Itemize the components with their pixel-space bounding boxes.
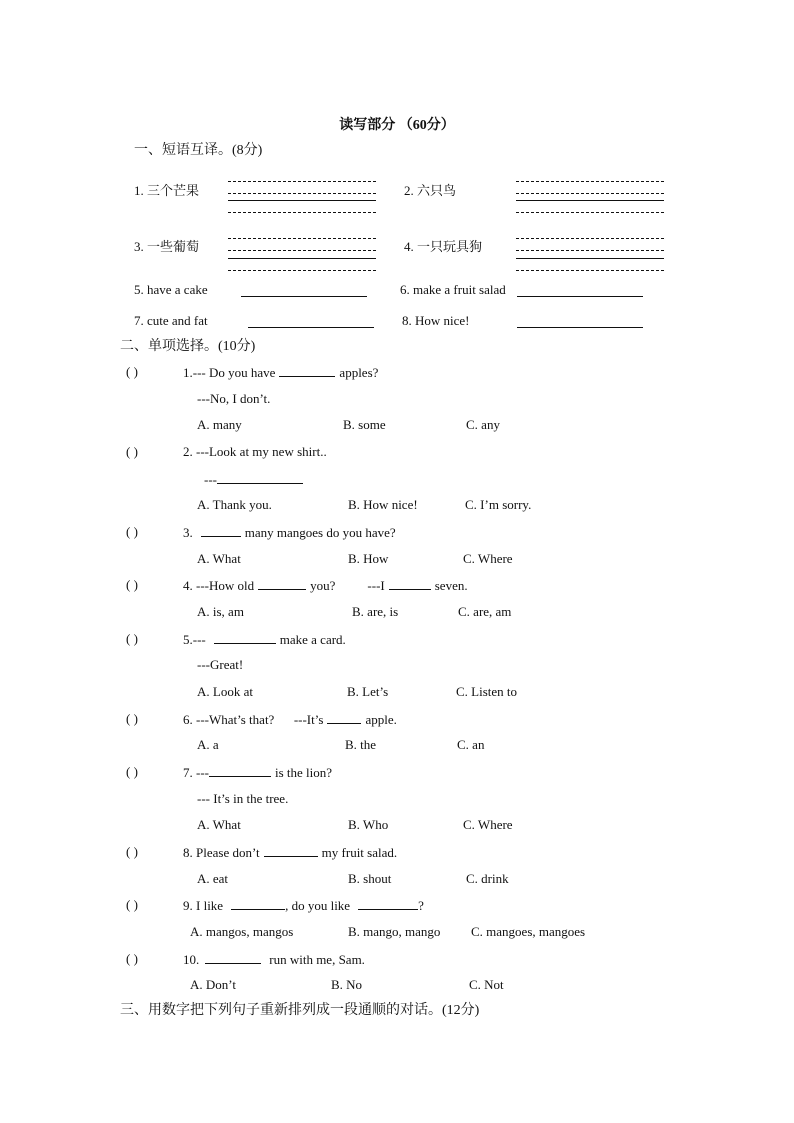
q9-answer-paren[interactable]: ( ): [126, 897, 138, 912]
q3-stem: [183, 524, 396, 541]
phrase-3-guide-top: [228, 238, 376, 239]
q5-stem: [183, 631, 346, 648]
q7-stem-post: is the lion?: [275, 765, 333, 780]
q5-answer-paren[interactable]: ( ): [126, 631, 138, 646]
q6-option-b[interactable]: B. the: [345, 737, 377, 752]
q7-option-b[interactable]: B. Who: [348, 817, 389, 832]
q10-option-b[interactable]: B. No: [331, 977, 363, 992]
q7-blank[interactable]: [209, 764, 271, 777]
q4-blank-1[interactable]: [258, 577, 306, 590]
q6-stem-post: apple.: [365, 712, 397, 727]
phrase-3-label: 3. 一些葡萄: [134, 239, 200, 254]
q3-option-a[interactable]: A. What: [197, 551, 241, 566]
q1-stem-pre: 1.--- Do you have: [183, 365, 276, 380]
q10-stem-post: run with me, Sam.: [269, 952, 365, 967]
q5-option-a[interactable]: A. Look at: [197, 684, 253, 699]
q2-option-a[interactable]: A. Thank you.: [197, 497, 272, 512]
phrase-2-guide-bottom: [516, 212, 664, 213]
q2-reply: [204, 471, 307, 488]
phrase-1-guide-top: [228, 181, 376, 182]
q5-stem-post: make a card.: [279, 632, 346, 647]
section1-heading: 一、短语互译。(8分): [134, 143, 263, 158]
q3-option-b[interactable]: B. How: [348, 551, 389, 566]
q6-option-a[interactable]: A. a: [197, 737, 219, 752]
q10-stem: [183, 951, 365, 968]
phrase-3-guide-bottom: [228, 270, 376, 271]
q4-answer-paren[interactable]: ( ): [126, 577, 138, 592]
q4-stem-mid2: ---I: [367, 578, 385, 593]
phrase-4-guide-top: [516, 238, 664, 239]
q1-option-b[interactable]: B. some: [343, 417, 386, 432]
q9-option-a[interactable]: A. mangos, mangos: [190, 924, 294, 939]
q5-option-c[interactable]: C. Listen to: [456, 684, 518, 699]
q9-stem-mid: , do you like: [285, 898, 351, 913]
q6-option-c[interactable]: C. an: [457, 737, 485, 752]
phrase-6-label: 6. make a fruit salad: [400, 282, 506, 297]
q6-blank[interactable]: [327, 711, 361, 724]
q8-option-c[interactable]: C. drink: [466, 871, 509, 886]
phrase-7-label: 7. cute and fat: [134, 313, 208, 328]
phrase-3-answer-line[interactable]: [228, 258, 376, 259]
q3-option-c[interactable]: C. Where: [463, 551, 513, 566]
phrase-4-guide-bottom: [516, 270, 664, 271]
q4-option-b[interactable]: B. are, is: [352, 604, 399, 619]
q9-stem-pre: 9. I like: [183, 898, 224, 913]
q5-stem-pre: 5.---: [183, 632, 206, 647]
phrase-6-answer-line[interactable]: [517, 296, 643, 297]
phrase-2-guide-top: [516, 181, 664, 182]
page-title: 读写部分 （60分）: [339, 118, 455, 133]
phrase-8-label: 8. How nice!: [402, 313, 470, 328]
q8-answer-paren[interactable]: ( ): [126, 844, 138, 859]
phrase-5-answer-line[interactable]: [241, 296, 367, 297]
q10-answer-paren[interactable]: ( ): [126, 951, 138, 966]
phrase-1-guide-bottom: [228, 212, 376, 213]
q9-blank-2[interactable]: [358, 897, 418, 910]
q3-answer-paren[interactable]: ( ): [126, 524, 138, 539]
q5-blank[interactable]: [214, 631, 276, 644]
q4-blank-2[interactable]: [389, 577, 431, 590]
q9-stem-post: ?: [418, 898, 424, 913]
q3-stem-pre: 3.: [183, 525, 193, 540]
q8-option-b[interactable]: B. shout: [348, 871, 392, 886]
q7-stem-pre: 7. ---: [183, 765, 209, 780]
phrase-2-answer-line[interactable]: [516, 200, 664, 201]
q7-reply: --- It’s in the tree.: [197, 791, 289, 806]
q1-answer-paren[interactable]: ( ): [126, 364, 138, 379]
section3-heading: 三、用数字把下列句子重新排列成一段通顺的对话。(12分): [120, 1003, 480, 1018]
q10-stem-pre: 10.: [183, 952, 200, 967]
q2-option-b[interactable]: B. How nice!: [348, 497, 418, 512]
q8-stem-pre: 8. Please don’t: [183, 845, 260, 860]
phrase-5-label: 5. have a cake: [134, 282, 208, 297]
q4-option-a[interactable]: A. is, am: [197, 604, 244, 619]
q10-option-c[interactable]: C. Not: [469, 977, 504, 992]
q3-blank[interactable]: [201, 524, 241, 537]
q1-reply: ---No, I don’t.: [197, 391, 271, 406]
q3-stem-post: many mangoes do you have?: [244, 525, 396, 540]
q2-reply-dashes: ---: [204, 472, 217, 487]
phrase-2-guide-mid: [516, 193, 664, 194]
q9-blank-1[interactable]: [231, 897, 285, 910]
section2-heading: 二、单项选择。(10分): [120, 339, 256, 354]
phrase-8-answer-line[interactable]: [517, 327, 643, 328]
q5-option-b[interactable]: B. Let’s: [347, 684, 389, 699]
q10-option-a[interactable]: A. Don’t: [190, 977, 236, 992]
q8-stem-post: my fruit salad.: [321, 845, 398, 860]
q4-stem-pre: 4. ---How old: [183, 578, 255, 593]
q1-option-c[interactable]: C. any: [466, 417, 500, 432]
q9-option-c[interactable]: C. mangoes, mangoes: [471, 924, 586, 939]
q10-blank[interactable]: [205, 951, 261, 964]
q9-option-b[interactable]: B. mango, mango: [348, 924, 441, 939]
q6-stem-pre: 6. ---What’s that? ---It’s: [183, 712, 324, 727]
phrase-2-label: 2. 六只鸟: [404, 183, 457, 198]
q4-stem: [183, 577, 468, 594]
q2-option-c[interactable]: C. I’m sorry.: [465, 497, 532, 512]
q5-reply: ---Great!: [197, 657, 244, 672]
q4-stem-mid: you?: [310, 578, 336, 593]
phrase-3-guide-mid: [228, 250, 376, 251]
q7-answer-paren[interactable]: ( ): [126, 764, 138, 779]
q7-option-c[interactable]: C. Where: [463, 817, 513, 832]
q2-answer-paren[interactable]: ( ): [126, 444, 138, 459]
phrase-1-guide-mid: [228, 193, 376, 194]
q4-stem-post: seven.: [434, 578, 468, 593]
q8-stem: [183, 844, 397, 861]
q1-stem: [183, 364, 378, 381]
phrase-7-answer-line[interactable]: [248, 327, 374, 328]
q6-answer-paren[interactable]: ( ): [126, 711, 138, 726]
phrase-4-answer-line[interactable]: [516, 258, 664, 259]
phrase-1-label: 1. 三个芒果: [134, 183, 200, 198]
q6-stem: [183, 711, 397, 728]
phrase-1-answer-line[interactable]: [228, 200, 376, 201]
q2-blank[interactable]: [217, 471, 303, 484]
q9-stem: [183, 897, 424, 914]
phrase-4-label: 4. 一只玩具狗: [404, 239, 483, 254]
q1-blank[interactable]: [279, 364, 335, 377]
q2-stem: 2. ---Look at my new shirt..: [183, 444, 327, 459]
q7-option-a[interactable]: A. What: [197, 817, 241, 832]
phrase-4-guide-mid: [516, 250, 664, 251]
q8-blank[interactable]: [264, 844, 318, 857]
q1-option-a[interactable]: A. many: [197, 417, 242, 432]
q1-stem-post: apples?: [339, 365, 379, 380]
q8-option-a[interactable]: A. eat: [197, 871, 229, 886]
q7-stem: [183, 764, 332, 781]
q4-option-c[interactable]: C. are, am: [458, 604, 512, 619]
